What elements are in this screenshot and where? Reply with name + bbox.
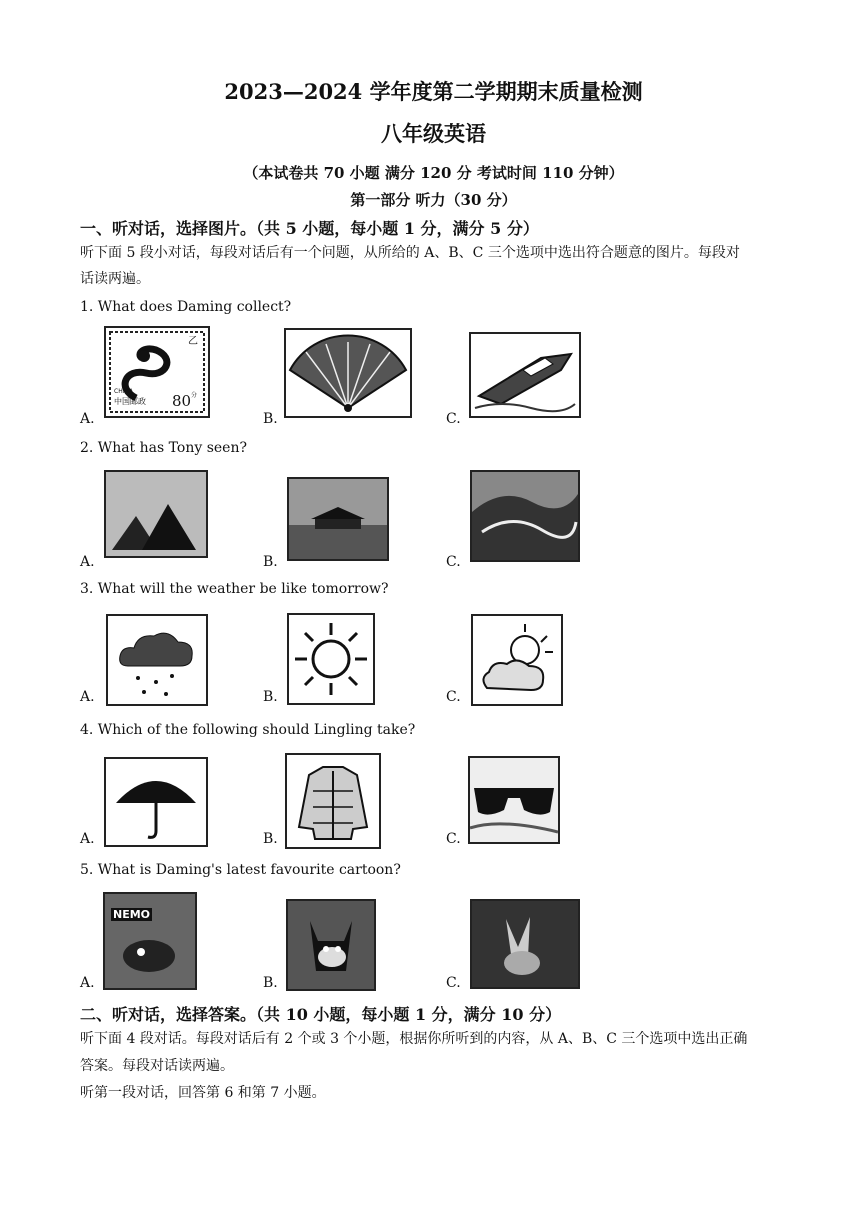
q3-option-b-label: B. [263,689,278,705]
question-1: 1. What does Daming collect? [80,299,292,315]
umbrella-image [104,757,208,847]
partly-cloudy-image [471,614,563,706]
exam-info: （本试卷共 70 小题 满分 120 分 考试时间 110 分钟） [243,164,624,182]
section1-instruction-line1: 听下面 5 段小对话，每段对话后有一个问题，从所给的 A、B、C 三个选项中选出符合题意的图片。每段对 [80,245,740,261]
q5-option-a-label: A. [80,975,95,991]
question-3: 3. What will the weather be like tomorrow? [80,581,389,597]
q5-option-c-label: C. [446,975,461,991]
cat-cartoon-image [286,899,376,991]
q4-option-a-label: A. [80,831,95,847]
exam-subtitle: 八年级英语 [381,121,486,146]
nemo-sign: NEMO [113,908,151,921]
stamp-label: 中国邮政 [114,397,146,406]
snowy-cloud-image [106,614,208,706]
q3-option-a-label: A. [80,689,95,705]
stamp-unit: 分 [191,392,198,399]
q2-option-c-label: C. [446,554,461,570]
rabbit-cartoon-image [470,899,580,989]
q3-option-c-label: C. [446,689,461,705]
q1-option-a-label: A. [80,411,95,427]
question-4: 4. Which of the following should Lingling take? [80,722,416,738]
coat-image [285,753,381,849]
q4-option-c-label: C. [446,831,461,847]
q1-option-b-label: B. [263,411,278,427]
stamp-value: 80 [172,392,192,410]
question-2: 2. What has Tony seen? [80,440,247,456]
exam-title: 2023—2024 学年度第二学期期末质量检测 [224,79,643,104]
part-heading: 第一部分 听力（30 分） [350,191,517,209]
section2-heading: 二、听对话，选择答案。（共 10 小题，每小题 1 分，满分 10 分） [80,1005,562,1024]
section1-instruction-line2: 话读两遍。 [80,271,150,287]
q1-option-c-label: C. [446,411,461,427]
stamp-image [104,326,210,418]
sun-image [287,613,375,705]
question-5: 5. What is Daming's latest favourite cartoon? [80,862,401,878]
section1-heading: 一、听对话，选择图片。（共 5 小题，每小题 1 分，满分 5 分） [80,219,539,238]
svg-text:乙: 乙 [188,336,198,347]
q2-option-a-label: A. [80,554,95,570]
great-wall-image [470,470,580,562]
fan-image [284,328,412,418]
section2-instruction-line2: 答案。每段对话读两遍。 [80,1058,234,1074]
palace-image [287,477,389,561]
section2-instruction-line3: 听第一段对话，回答第 6 和第 7 小题。 [80,1085,326,1101]
q5-option-b-label: B. [263,975,278,991]
sunglasses-image [468,756,560,844]
q4-option-b-label: B. [263,831,278,847]
nemo-cartoon-image [103,892,197,990]
section2-instruction-line1: 听下面 4 段对话。每段对话后有 2 个或 3 个小题，根据你所听到的内容，从 A、B、C 三个选项中选出正确 [80,1031,748,1047]
stamp-country: CHINA [114,388,134,395]
q2-option-b-label: B. [263,554,278,570]
boat-image [469,332,581,418]
pyramids-image [104,470,208,558]
